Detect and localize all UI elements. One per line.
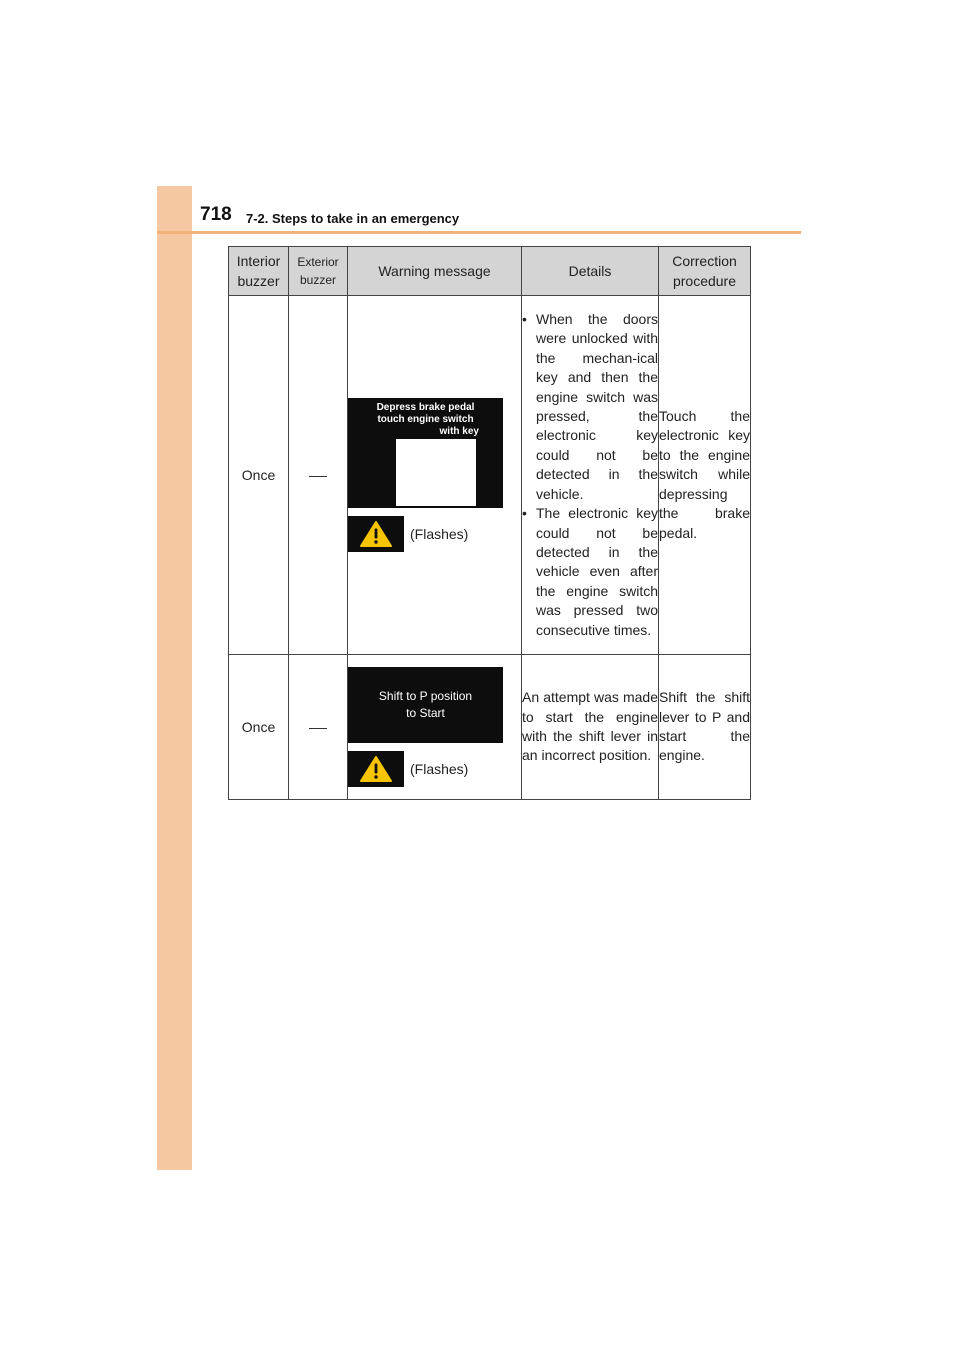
screen-text-line: Depress brake pedal (376, 402, 475, 413)
screen-text-line: touch engine switch (377, 414, 474, 425)
interior-buzzer-cell: Once (229, 655, 289, 800)
warning-table (228, 246, 751, 800)
warning-message-cell (348, 655, 522, 800)
header-rule (157, 231, 801, 234)
chapter-side-tab (157, 186, 192, 1170)
header-exterior-buzzer: Exterior buzzer (289, 247, 348, 296)
section-title: 7-2. Steps to take in an emergency (246, 211, 460, 226)
header-warning-message: Warning message (348, 247, 522, 296)
screen-text-line: to Start (406, 706, 445, 720)
exterior-buzzer-cell (289, 655, 348, 800)
flashes-label: (Flashes) (410, 526, 469, 542)
none-dash (309, 476, 327, 477)
details-cell: An attempt was made to start the engine with the shift lever in an incorrect position. (522, 655, 659, 800)
correction-cell: Shift the shift lever to P and start the engine. (659, 655, 751, 800)
table-row (229, 296, 751, 655)
screen-text-line: Shift to P position (378, 689, 473, 703)
warning-light (348, 751, 404, 787)
display-screen-brake (348, 398, 503, 508)
table-row (229, 655, 751, 800)
header-details: Details (522, 247, 659, 296)
warning-triangle-icon (359, 520, 393, 548)
warning-light (348, 516, 404, 552)
header-interior-buzzer: Interior buzzer (229, 247, 289, 296)
none-dash (309, 728, 327, 729)
page-number: 718 (200, 204, 232, 225)
correction-cell: Touch the electronic key to the engine switch while depressing the brake pedal. (659, 296, 751, 655)
list-item: • The electronic key could not be detected in the vehicle even after the engine switch was pressed two consecutive times. (522, 504, 658, 640)
details-list (522, 310, 658, 640)
interior-buzzer-cell: Once (229, 296, 289, 655)
list-item: • When the doors were unlocked with the mechan-ical key and then the engine switch was pressed, the electronic key could not be detected in the vehicle. (522, 310, 658, 504)
warning-light-row (348, 751, 521, 787)
warning-triangle-icon (359, 755, 393, 783)
table-header-row (229, 247, 751, 296)
exterior-buzzer-cell (289, 296, 348, 655)
warning-message-cell (348, 296, 522, 655)
screen-text-line: with key (439, 426, 479, 437)
flashes-label: (Flashes) (410, 761, 469, 777)
details-cell (522, 296, 659, 655)
header-correction-procedure: Correction procedure (659, 247, 751, 296)
display-screen-shift (348, 667, 503, 743)
warning-light-row (348, 516, 521, 552)
key-illustration (396, 439, 476, 506)
